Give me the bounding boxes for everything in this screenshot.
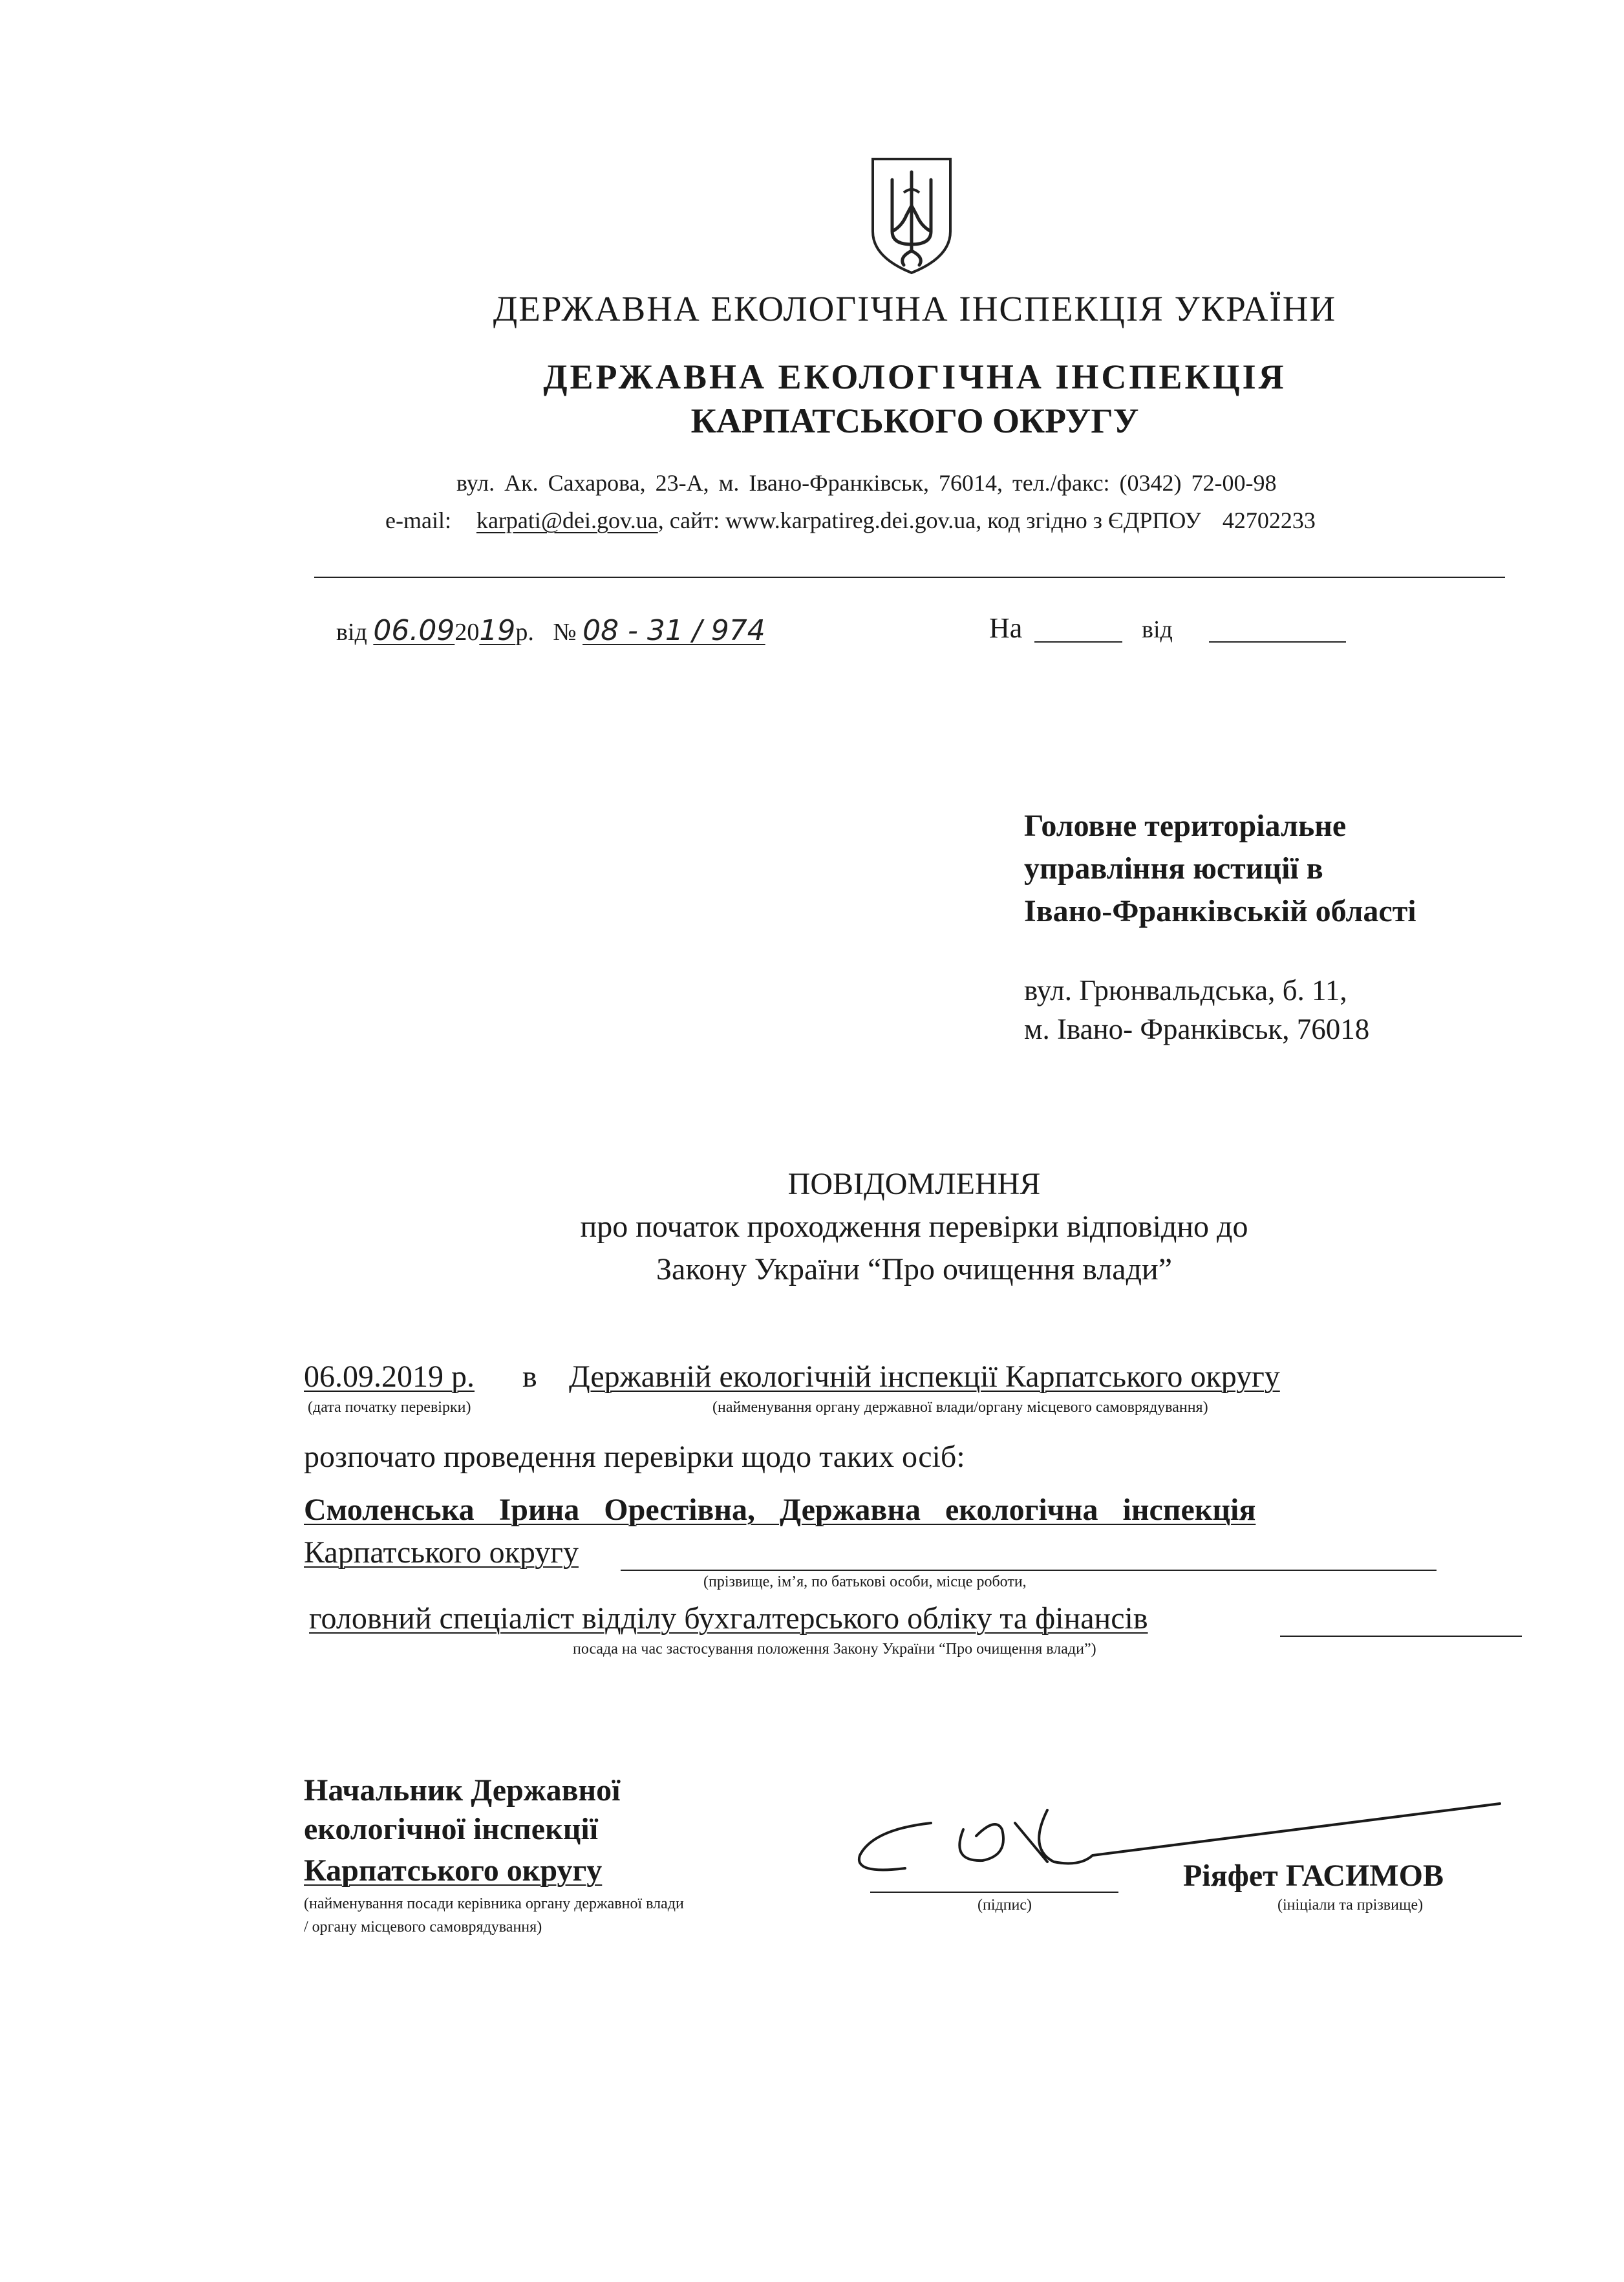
year-handwritten: 19 <box>479 614 516 647</box>
on-blank <box>1034 641 1122 643</box>
notice-title: ПОВІДОМЛЕННЯ <box>787 1167 1041 1201</box>
signature-blank <box>870 1892 1118 1893</box>
recipient-line2: управління юстиції в <box>1024 851 1323 886</box>
org-title-line2: КАРПАТСЬКОГО ОКРУГУ <box>690 401 1139 440</box>
address-line: вул. Ак. Сахарова, 23-А, м. Івано-Франківськ, 76014, тел./факс: (0342) 72-00-98 <box>456 470 1277 496</box>
person-caption: (прізвище, ім’я, по батькові особи, місце роботи, <box>703 1573 1027 1590</box>
year-prefix: 20 <box>454 619 480 646</box>
recipient-address2: м. Івано- Франківськ, 76018 <box>1024 1013 1370 1045</box>
recipient-line3: Івано-Франківській області <box>1024 894 1416 928</box>
signatory-caption2: / органу місцевого самоврядування) <box>304 1919 542 1935</box>
notice-subtitle2: Закону України “Про очищення влади” <box>656 1252 1172 1286</box>
org-title-line1: ДЕРЖАВНА ЕКОЛОГІЧНА ІНСПЕКЦІЯ <box>543 357 1287 396</box>
signatory-name-caption: (ініціали та прізвище) <box>1277 1897 1424 1914</box>
reference-line <box>336 614 765 647</box>
site-label: , сайт: www.karpatireg.dei.gov.ua, код згідно з ЄДРПОУ <box>657 507 1201 533</box>
email-link[interactable]: karpati@dei.gov.ua <box>476 507 658 533</box>
email-label: e-mail: <box>385 507 451 533</box>
trident-emblem-icon <box>866 154 957 277</box>
signatory-title2: екологічної інспекції <box>304 1812 599 1846</box>
on-from-blank <box>1209 641 1346 643</box>
signature-caption: (підпис) <box>978 1897 1032 1914</box>
signatory-caption1: (найменування посади керівника органу державної влади <box>304 1895 684 1912</box>
recipient-address1: вул. Грюнвальдська, б. 11, <box>1024 974 1347 1007</box>
position-blank <box>1280 1636 1522 1637</box>
on-from-label: від <box>1142 616 1173 643</box>
notice-subtitle1: про початок проходження перевірки відповідно до <box>580 1210 1248 1244</box>
person-line1: Смоленська Ірина Орестівна, Державна екологічна інспекція <box>304 1493 1256 1527</box>
position-caption: посада на час застосування положення Закону України “Про очищення влади”) <box>573 1641 1096 1658</box>
ministry-title: ДЕРЖАВНА ЕКОЛОГІЧНА ІНСПЕКЦІЯ УКРАЇНИ <box>493 289 1337 328</box>
date-caption: (дата початку перевірки) <box>308 1399 471 1416</box>
on-label: На <box>989 612 1023 644</box>
number-handwritten: 08 - 31 / 974 <box>582 614 765 647</box>
signatory-title1: Начальник Державної <box>304 1773 621 1807</box>
from-label: від <box>336 619 367 646</box>
date-handwritten: 06.09 <box>373 614 455 647</box>
position-text: головний спеціаліст відділу бухгалтерського обліку та фінансів <box>309 1601 1148 1636</box>
in-word: в <box>522 1360 537 1394</box>
signatory-name: Ріяфет ГАСИМОВ <box>1183 1859 1444 1893</box>
recipient-line1: Головне територіальне <box>1024 809 1347 843</box>
contacts-line <box>385 507 1316 534</box>
person-line2-blank <box>621 1570 1437 1571</box>
number-label: № <box>553 619 577 646</box>
organization-name: Державній екологічній інспекції Карпатського округу <box>569 1360 1280 1394</box>
edrpou-code: 42702233 <box>1222 507 1316 533</box>
person-line2: Карпатського округу <box>304 1535 579 1570</box>
organization-caption: (найменування органу державної влади/органу місцевого самоврядування) <box>712 1399 1208 1416</box>
year-suffix: р. <box>515 619 534 646</box>
header-divider <box>314 577 1505 578</box>
check-date: 06.09.2019 р. <box>304 1360 475 1394</box>
started-text: розпочато проведення перевірки щодо таких осіб: <box>304 1440 965 1474</box>
signatory-title3: Карпатського округу <box>304 1853 603 1888</box>
